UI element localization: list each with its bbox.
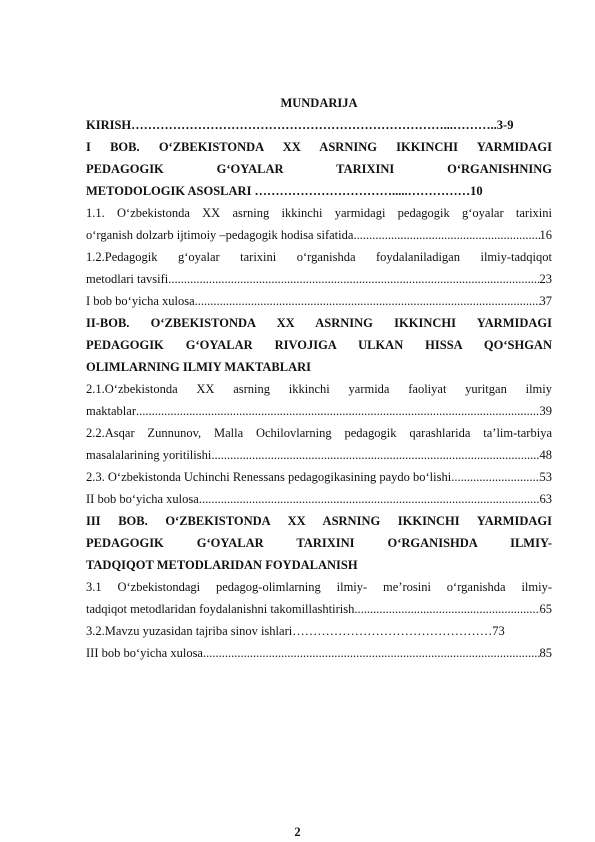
- dot-leader: [211, 444, 539, 466]
- toc-line: TADQIQOT METODLARIDAN FOYDALANISH: [86, 558, 358, 572]
- toc-line: [86, 642, 552, 664]
- dot-leader: [353, 224, 539, 246]
- toc-line: [86, 290, 552, 312]
- toc-line: 2.2.Asqar Zunnunov, Malla Ochilovlarning pedagogik qarashlarida ta’lim-tarbiya: [86, 426, 552, 440]
- toc-line: 1.2.Pedagogik g‘oyalar tarixini o‘rganishda foydalaniladigan ilmiy-tadqiqot: [86, 250, 552, 264]
- toc-entry-text: o‘rganish dolzarb ijtimoiy –pedagogik hodisa sifatida: [86, 228, 354, 242]
- dot-leader: [195, 290, 540, 312]
- toc-line: PEDAGOGIK G‘OYALAR TARIXINI O‘RGANISHNING: [86, 162, 552, 176]
- toc-line: III BOB. O‘ZBEKISTONDA XX ASRNING IKKINCHI YARMIDAGI: [86, 514, 552, 528]
- toc-line: [86, 444, 552, 466]
- toc-entry-text: III bob bo‘yicha xulosa: [86, 646, 203, 660]
- toc-line: [86, 224, 552, 246]
- toc-page-ref: 37: [539, 294, 552, 308]
- toc-line: [86, 598, 552, 620]
- dot-leader: [451, 466, 539, 488]
- toc-line: PEDAGOGIK G‘OYALAR TARIXINI O‘RGANISHDA ILMIY-: [86, 536, 552, 550]
- toc-page-ref: 63: [539, 492, 552, 506]
- toc-title: MUNDARIJA: [280, 96, 358, 110]
- dot-leader: [136, 400, 540, 422]
- toc-line: PEDAGOGIK G‘OYALAR RIVOJIGA ULKAN HISSA QO‘SHGAN: [86, 338, 552, 352]
- toc-line: 1.1. O‘zbekistonda XX asrning ikkinchi yarmidagi pedagogik g‘oyalar tarixini: [86, 206, 552, 220]
- toc-entry-text: II bob bo‘yicha xulosa: [86, 492, 199, 506]
- toc-entry-text: maktablar: [86, 404, 136, 418]
- toc-page-ref: 16: [539, 228, 552, 242]
- toc-line: 2.1.O‘zbekistonda XX asrning ikkinchi yarmida faoliyat yuritgan ilmiy: [86, 382, 552, 396]
- toc-line: OLIMLARNING ILMIY MAKTABLARI: [86, 360, 312, 374]
- dot-leader: [354, 598, 539, 620]
- toc-page-ref: 39: [539, 404, 552, 418]
- toc-entry-text: I bob bo‘yicha xulosa: [86, 294, 195, 308]
- toc-line: METODOLOGIK ASOSLARI …………………………….....……………10: [86, 184, 483, 198]
- page-number: 2: [294, 825, 301, 839]
- toc-line: [86, 466, 552, 488]
- toc-page-ref: 85: [539, 646, 552, 660]
- toc-line: 3.1 O‘zbekistondagi pedagog-olimlarning ilmiy- me’rosini o‘rganishda ilmiy-: [86, 580, 552, 594]
- dot-leader: [168, 268, 539, 290]
- dot-leader: [199, 488, 540, 510]
- toc-page-ref: 53: [539, 470, 552, 484]
- toc-lines: [86, 114, 552, 664]
- toc-line: [86, 488, 552, 510]
- toc-line: II-BOB. O‘ZBEKISTONDA XX ASRNING IKKINCHI YARMIDAGI: [86, 316, 552, 330]
- toc-line: [86, 400, 552, 422]
- toc-page-ref: 65: [539, 602, 552, 616]
- toc-entry-text: metodlari tavsifi: [86, 272, 169, 286]
- table-of-contents: [86, 92, 552, 664]
- toc-page-ref: 23: [539, 272, 552, 286]
- toc-line: I BOB. O‘ZBEKISTONDA XX ASRNING IKKINCHI YARMIDAGI: [86, 140, 552, 154]
- toc-entry-text: masalalarining yoritilishi: [86, 448, 212, 462]
- dot-leader: [203, 642, 540, 664]
- toc-entry-text: tadqiqot metodlaridan foydalanishni takomillashtirish: [86, 602, 355, 616]
- toc-line: [86, 268, 552, 290]
- toc-line: KIRISH…………………………………………………………………...………..3-9: [86, 118, 514, 132]
- toc-line: 3.2.Mavzu yuzasidan tajriba sinov ishlari…………………………………………73: [86, 624, 505, 638]
- toc-page-ref: 48: [539, 448, 552, 462]
- toc-entry-text: 2.3. O‘zbekistonda Uchinchi Renessans pedagogikasining paydo bo‘lishi: [86, 470, 452, 484]
